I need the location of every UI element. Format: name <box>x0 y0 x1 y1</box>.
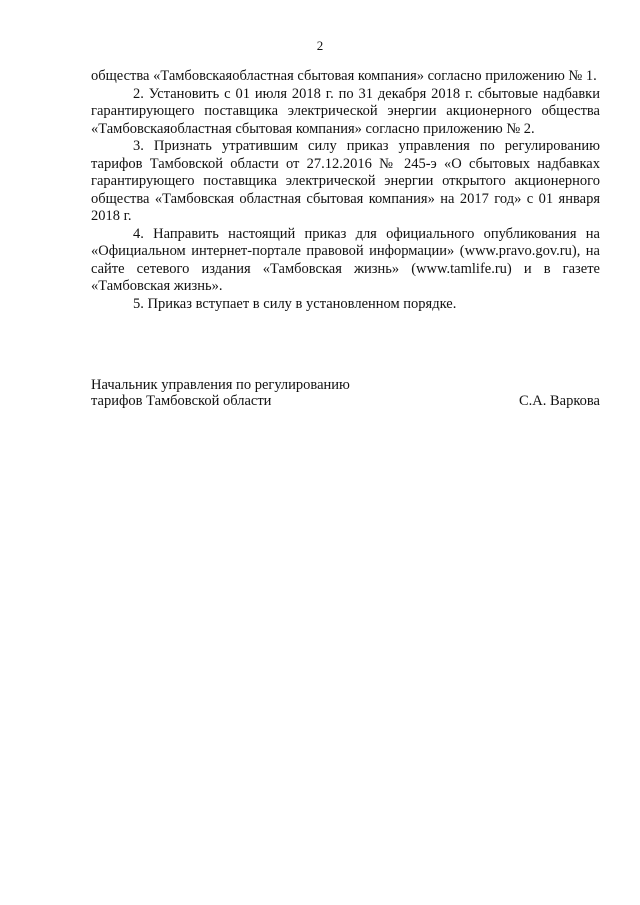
document-body <box>91 68 600 313</box>
paragraph-item-4: 4. Направить настоящий приказ для официального опубликования на «Официальном интернет-портале правовой информации» (www.pravo.gov.ru), на сайте сетевого издания «Тамбовская жизнь» (www.tamlife.ru) и в газете «Тамбовская жизнь». <box>91 225 600 294</box>
page-number: 2 <box>316 38 324 53</box>
signer-position-line1: Начальник управления по регулированию <box>91 377 350 393</box>
signer-position-line2: тарифов Тамбовской области <box>91 393 272 409</box>
signature-row <box>91 393 600 409</box>
paragraph-continuation: общества «Тамбовскаяобластная сбытовая компания» согласно приложению № 1. <box>91 68 597 84</box>
signature-block <box>91 377 600 409</box>
paragraph-item-2: 2. Установить с 01 июля 2018 г. по 31 декабря 2018 г. сбытовые надбавки гарантирующего поставщика электрической энергии акционерного общества «Тамбовскаяобластная сбытовая компания» согласно приложению № 2. <box>91 85 600 137</box>
signer-name: С.А. Варкова <box>518 393 600 409</box>
paragraph-item-3: 3. Признать утратившим силу приказ управления по регулированию тарифов Тамбовской области от 27.12.2016 № 245-э «О сбытовых надбавках гарантирующего поставщика электрической энергии открытого акционерного общества «Тамбовская областная сбытовая компания» на 2017 год» с 01 января 2018 г. <box>91 138 600 224</box>
paragraph-item-5: 5. Приказ вступает в силу в установленном порядке. <box>133 295 457 312</box>
